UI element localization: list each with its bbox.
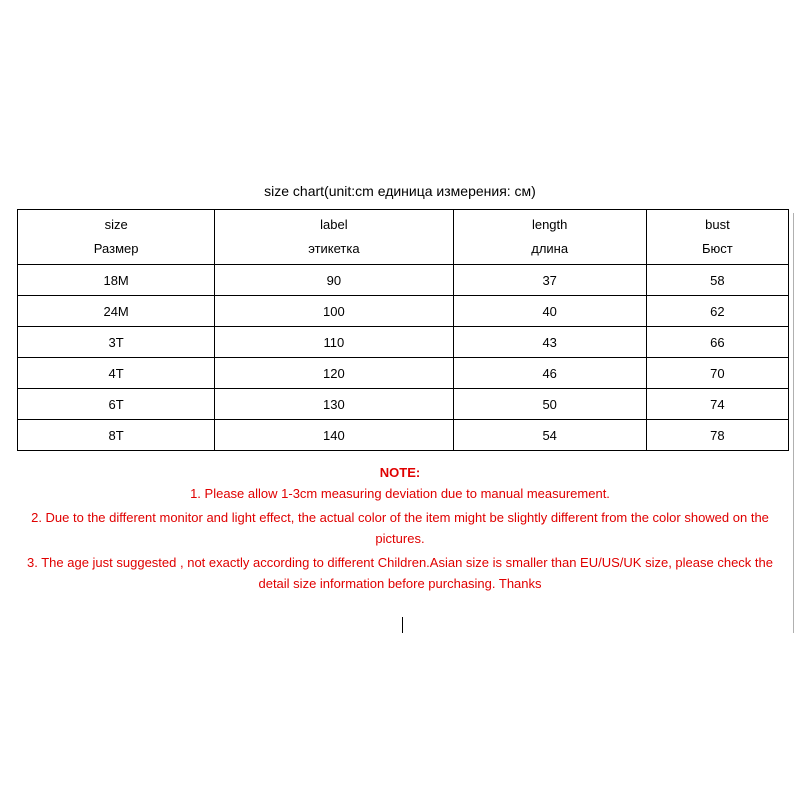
cell-label: 90: [215, 265, 453, 296]
header-length-en: length: [531, 217, 568, 232]
cell-length: 46: [453, 358, 646, 389]
table-row: [18, 389, 789, 420]
cell-size: 18M: [18, 265, 215, 296]
header-label-ru: этикетка: [308, 241, 360, 256]
header-label-en: label: [320, 217, 348, 232]
table-row: [18, 420, 789, 451]
cell-length: 37: [453, 265, 646, 296]
cell-label: 110: [215, 327, 453, 358]
header-label: [215, 210, 453, 265]
cell-length: 40: [453, 296, 646, 327]
size-chart-caption: size chart(unit:cm единица измерения: см): [264, 183, 536, 199]
size-chart-table: [17, 209, 789, 451]
cell-size: 3T: [18, 327, 215, 358]
cell-size: 4T: [18, 358, 215, 389]
header-size-en: size: [104, 217, 128, 232]
table-header-row: [18, 210, 789, 265]
notes-section: [15, 462, 785, 597]
notes-title: NOTE:: [379, 465, 421, 480]
cell-size: 24M: [18, 296, 215, 327]
note-item-2: 2. Due to the different monitor and light effect, the actual color of the item might be slightly different from the color showed on the pictures.: [31, 510, 769, 546]
cell-size: 6T: [18, 389, 215, 420]
cell-length: 43: [453, 327, 646, 358]
text-cursor-mark: [402, 617, 403, 633]
note-item-3: 3. The age just suggested , not exactly according to different Children.Asian size is smaller than EU/US/UK size, please check the detail size information before purchasing. Thanks: [27, 555, 773, 591]
header-length-ru: длина: [531, 241, 569, 256]
table-row: [18, 358, 789, 389]
header-size: [18, 210, 215, 265]
cell-label: 140: [215, 420, 453, 451]
header-bust-en: bust: [705, 217, 730, 232]
cell-bust: 78: [646, 420, 788, 451]
cell-bust: 58: [646, 265, 788, 296]
cell-bust: 74: [646, 389, 788, 420]
cell-length: 54: [453, 420, 646, 451]
cell-bust: 62: [646, 296, 788, 327]
image-edge-divider: [793, 213, 794, 633]
cell-bust: 66: [646, 327, 788, 358]
cell-label: 100: [215, 296, 453, 327]
note-item-1: 1. Please allow 1-3cm measuring deviation due to manual measurement.: [190, 486, 610, 501]
cell-size: 8T: [18, 420, 215, 451]
cell-bust: 70: [646, 358, 788, 389]
table-row: [18, 327, 789, 358]
header-size-ru: Размер: [93, 241, 139, 256]
cell-label: 120: [215, 358, 453, 389]
header-bust-ru: Бюст: [702, 241, 733, 256]
header-bust: [646, 210, 788, 265]
cell-length: 50: [453, 389, 646, 420]
cell-label: 130: [215, 389, 453, 420]
table-row: [18, 296, 789, 327]
table-row: [18, 265, 789, 296]
header-length: [453, 210, 646, 265]
